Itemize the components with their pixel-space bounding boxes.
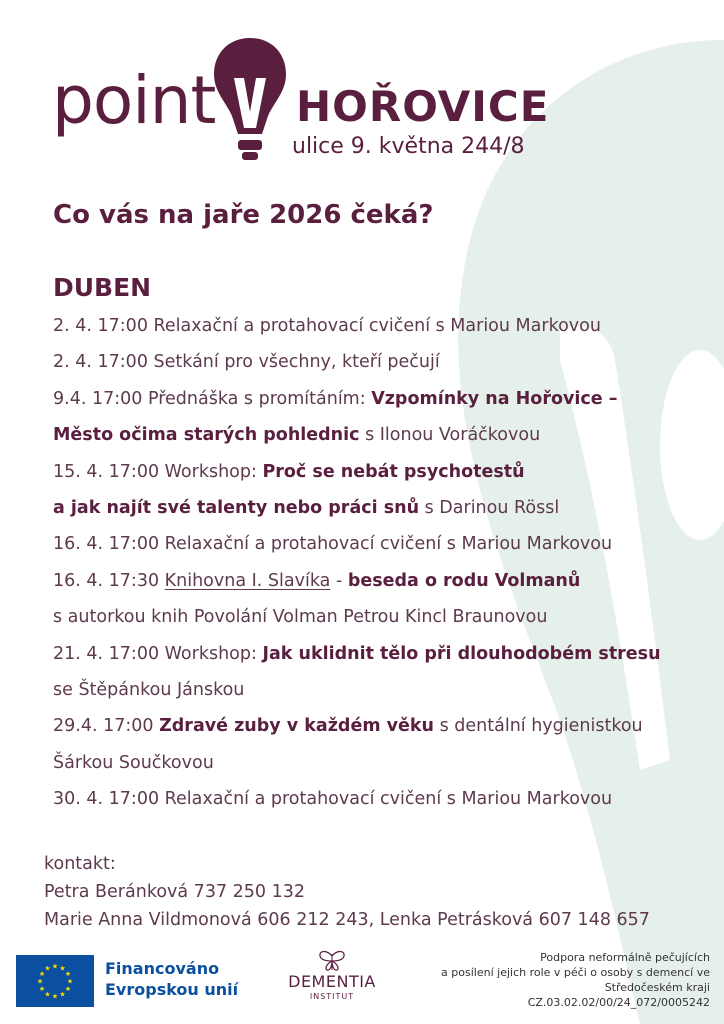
event-text: s Ilonou Voráčkovou: [359, 425, 541, 446]
dementia-subtitle: INSTITUT: [309, 992, 355, 1001]
event-line: [53, 672, 713, 708]
event-text: 21. 4. 17:00 Workshop:: [53, 643, 263, 664]
eu-star: ★: [44, 990, 51, 999]
event-text: Šárkou Součkovou: [53, 752, 214, 773]
event-line: [53, 490, 713, 526]
eu-flag-icon: [16, 955, 94, 1007]
eu-funding-line: Financováno: [105, 959, 220, 978]
address: ulice 9. května 244/8: [292, 134, 525, 159]
dementia-name: DEMENTIA: [288, 972, 376, 991]
event-line: [53, 417, 713, 453]
event-title: Proč se nebát psychotestů: [262, 461, 525, 482]
eu-star: ★: [51, 992, 59, 1001]
event-line: [53, 708, 713, 744]
support-line: CZ.03.02.02/00/24_072/0005242: [527, 996, 710, 1009]
lightbulb-logo-icon: [212, 36, 288, 162]
event-line: [53, 381, 713, 417]
eu-funding-line: Evropskou unií: [105, 980, 239, 999]
event-text: 29.4. 17:00: [53, 716, 160, 737]
event-title: Město očima starých pohlednic: [53, 425, 360, 446]
event-text: 30. 4. 17:00 Relaxační a protahovací cvičení s Mariou Markovou: [53, 789, 613, 810]
support-line: a posílení jejich role v péči o osoby s demencí ve: [441, 966, 710, 979]
eu-funding-text: [105, 958, 238, 1000]
event-line: [53, 563, 713, 599]
eu-star: ★: [38, 970, 46, 978]
contact-line: Marie Anna Vildmonová 606 212 243, Lenka Petrásková 607 148 657: [44, 910, 650, 930]
eu-star: ★: [64, 970, 72, 978]
eu-star: ★: [64, 985, 72, 993]
event-text: 2. 4. 17:00 Setkání pro všechny, kteří pečují: [53, 352, 440, 373]
support-line: Středočeském kraji: [604, 981, 710, 994]
eu-star: ★: [51, 962, 59, 971]
event-title: Vzpomínky na Hořovice –: [371, 388, 618, 409]
event-line: [53, 636, 713, 672]
contact-line: Petra Beránková 737 250 132: [44, 882, 306, 902]
eu-star: ★: [66, 977, 74, 986]
event-text: 15. 4. 17:00 Workshop:: [53, 461, 263, 482]
event-line: [53, 781, 713, 817]
event-text: s autorkou knih Povolání Volman Petrou Kincl Braunovou: [53, 607, 548, 628]
eu-star: ★: [59, 964, 66, 973]
event-title: Jak uklidnit tělo při dlouhodobém stresu: [262, 643, 661, 664]
event-line: [53, 599, 713, 635]
event-title: beseda o rodu Volmanů: [347, 570, 581, 591]
event-list: [53, 308, 713, 817]
eu-star: ★: [38, 985, 46, 993]
event-text: s Darinou Rössl: [419, 497, 560, 518]
event-title: Zdravé zuby v každém věku: [159, 716, 435, 737]
support-line: Podpora neformálně pečujících: [540, 951, 710, 964]
event-line: [53, 454, 713, 490]
contact-label: kontakt:: [44, 854, 116, 874]
event-line: [53, 526, 713, 562]
event-text: -: [330, 570, 348, 591]
butterfly-icon: [317, 950, 347, 972]
event-title: a jak najít své talenty nebo práci snů: [53, 497, 420, 518]
page-headline: Co vás na jaře 2026 čeká?: [53, 200, 434, 230]
event-text: se Štěpánkou Jánskou: [53, 679, 245, 700]
event-line: [53, 344, 713, 380]
eu-star: ★: [36, 977, 44, 986]
logo-wordmark: point: [52, 62, 216, 139]
event-link[interactable]: Knihovna I. Slavíka: [164, 570, 331, 591]
eu-star: ★: [44, 964, 51, 973]
event-text: 16. 4. 17:00 Relaxační a protahovací cvičení s Mariou Markovou: [53, 534, 613, 555]
event-text: 9.4. 17:00 Přednáška s promítáním:: [53, 388, 372, 409]
project-support-text: [420, 950, 710, 1010]
contact-block: [44, 850, 650, 934]
month-heading: DUBEN: [53, 273, 152, 302]
event-line: [53, 308, 713, 344]
event-text: 2. 4. 17:00 Relaxační a protahovací cvičení s Mariou Markovou: [53, 316, 601, 336]
dementia-institut-logo: [282, 950, 382, 1002]
event-text: s dentální hygienistkou: [434, 716, 643, 737]
event-line: [53, 745, 713, 781]
city-title: HOŘOVICE: [296, 82, 550, 131]
eu-star: ★: [59, 990, 66, 999]
event-text: 16. 4. 17:30: [53, 570, 165, 591]
